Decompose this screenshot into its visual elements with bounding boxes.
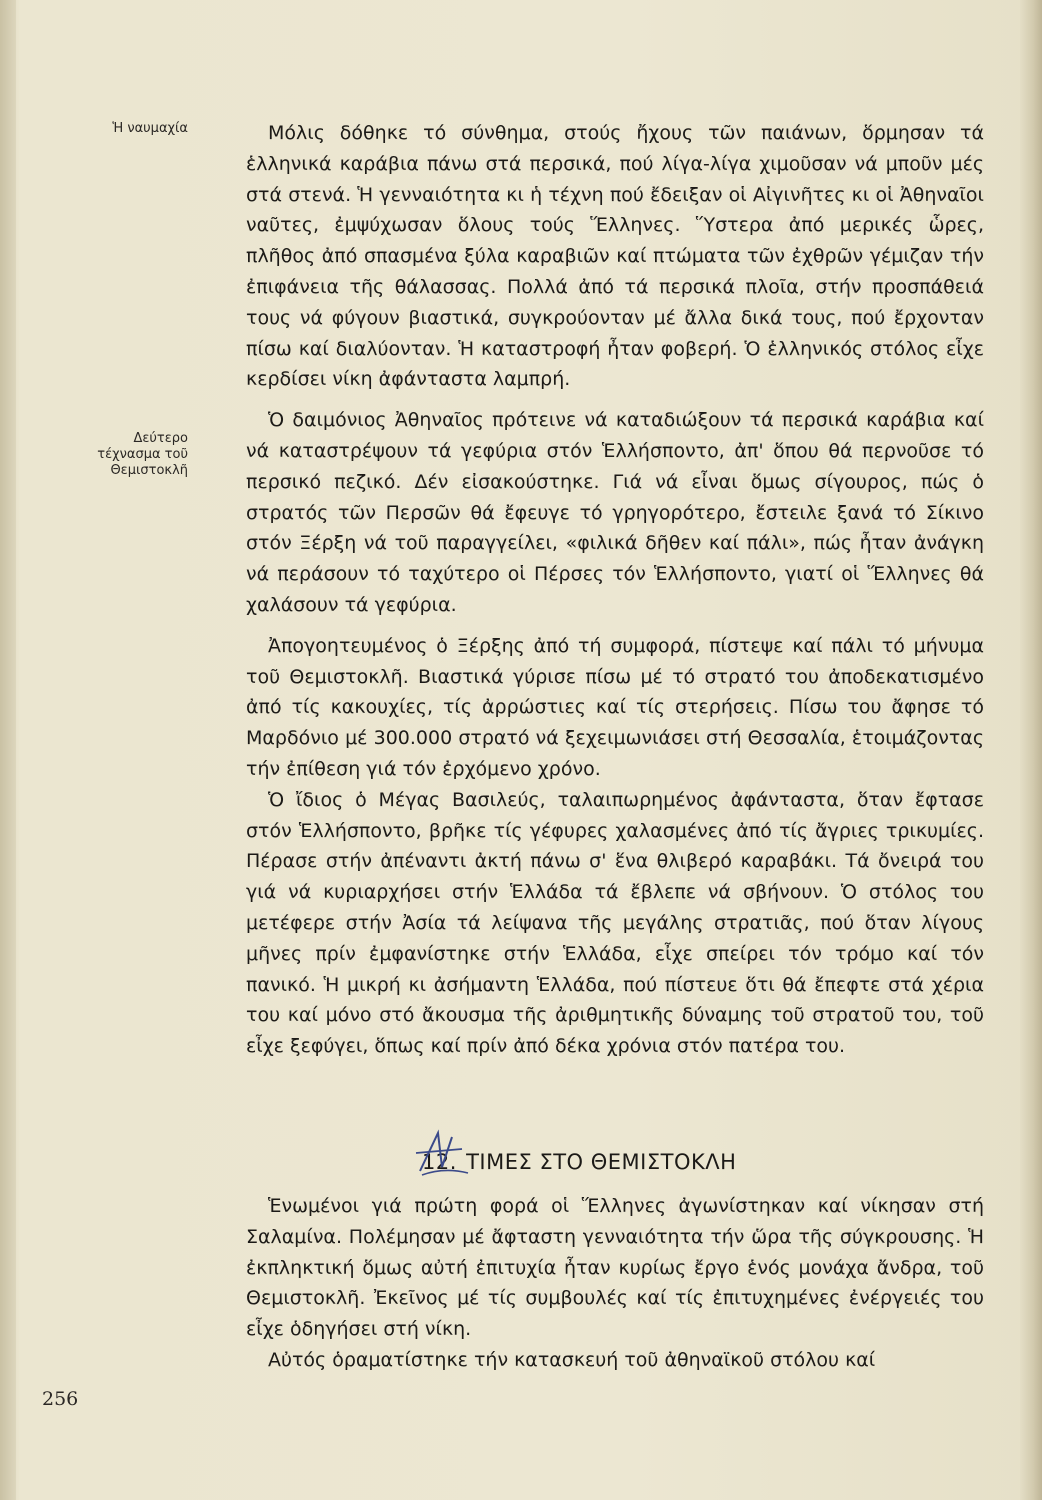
margin-note-naumachia-text: Ἡ ναυμαχία: [112, 121, 188, 136]
section-title-text: ΤΙΜΕΣ ΣΤΟ ΘΕΜΙΣΤΟΚΛΗ: [466, 1150, 737, 1174]
section-text: [246, 1191, 984, 1376]
paragraph-naumachia: Μόλις δόθηκε τό σύνθημα, στούς ἤχους τῶν παιάνων, ὅρμησαν τά ἑλληνικά καράβια πάνω στά περσικά, πού λίγα-λίγα χιμοῦσαν νά μποῦν μές στά στενά. Ἡ γενναιότητα κι ἡ τέχνη πού ἔδειξαν οἱ Αἰγινῆτες κι οἱ Ἀθηναῖοι ναῦτες, ἐμψύχωσαν ὅλους τούς Ἕλληνες. Ὕστερα ἀπό μερικές ὧρες, πλῆθος ἀπό σπασμένα ξύλα καραβιῶν καί πτώματα τῶν ἐχθρῶν γέμιζαν τήν ἐπιφάνεια τῆς θάλασσας. Πολλά ἀπό τά περσικά πλοῖα, στήν προσπάθειά τους νά φύγουν βιαστικά, συγκρούονταν μέ ἄλλα δικά τους, πού ἔρχονταν πίσω καί διαλύονταν. Ἡ καταστροφή ἦταν φοβερή. Ὁ ἑλληνικός στόλος εἶχε κερδίσει νίκη ἀφάνταστα λαμπρή.: [246, 122, 984, 391]
paragraph-deutero-technasma: Ὁ δαιμόνιος Ἀθηναῖος πρότεινε νά καταδιώξουν τά περσικά καράβια καί νά καταστρέψουν τά γεφύρια στόν Ἑλλήσποντο, ἀπ' ὅπου θά περνοῦσε τό περσικό πεζικό. Δέν εἰσακούστηκε. Γιά νά εἶναι ὅμως σίγουρος, πώς ὁ στρατός τῶν Περσῶν θά ἔφευγε τό γρηγορότερο, ἔστειλε ξανά τό Σίκινο στόν Ξέρξη νά τοῦ παραγγείλει, «φιλικά δῆθεν καί πάλι», πώς ἦταν ἀνάγκη νά περάσουν τό ταχύτερο οἱ Πέρσες τόν Ἑλλήσποντο, γιατί οἱ Ἕλληνες θά χαλάσουν τά γεφύρια.: [246, 409, 984, 616]
section-heading: [420, 1145, 920, 1179]
margin-note-deutero-line-3: Θεμιστοκλῆ: [110, 463, 188, 478]
section-number-text: 12.: [422, 1150, 457, 1174]
margin-note-deutero: [48, 431, 188, 479]
margin-note-deutero-line-2: τέχνασμα τοῦ: [97, 447, 188, 462]
page-edge-right: [1020, 0, 1042, 1500]
margin-note-deutero-line-1: Δεύτερο: [133, 431, 188, 446]
paragraph-xerxes-return: Ἀπογοητευμένος ὁ Ξέρξης ἀπό τή συμφορά, πίστεψε καί πάλι τό μήνυμα τοῦ Θεμιστοκλῆ. Βιαστικά γύρισε πίσω μέ τό στρατό του ἀποδεκατισμένο ἀπό τίς κακουχίες, τίς ἀρρώστιες καί τίς στερήσεις. Πίσω του ἄφησε τό Μαρδόνιο μέ 300.000 στρατό νά ξεχειμωνιάσει στή Θεσσαλία, ἑτοιμάζοντας τήν ἐπίθεση γιά τόν ἐρχόμενο χρόνο.: [246, 634, 984, 780]
page-gutter-left: [0, 0, 16, 1500]
page-number: 256: [42, 1388, 79, 1410]
margin-note-naumachia: [48, 121, 188, 137]
paragraph-autos: Αὐτός ὁραματίστηκε τήν κατασκευή τοῦ ἀθηναϊκοῦ στόλου καί: [268, 1348, 876, 1371]
main-text: [246, 118, 984, 1062]
paragraph-megas-vasileus: Ὁ ἴδιος ὁ Μέγας Βασιλεύς, ταλαιπωρημένος ἀφάνταστα, ὅταν ἔφτασε στόν Ἑλλήσποντο, βρῆκε τίς γέφυρες χαλασμένες ἀπό τίς ἄγριες τρικυμίες. Πέρασε στήν ἀπέναντι ἀκτή πάνω σ' ἕνα θλιβερό καραβάκι. Τά ὄνειρά του γιά νά κυριαρχήσει στήν Ἑλλάδα τά ἔβλεπε νά σβήνουν. Ὁ στόλος του μετέφερε στήν Ἀσία τά λείψανα τῆς μεγάλης στρατιᾶς, πού ὅταν λίγους μῆνες πρίν ἐμφανίστηκε στήν Ἑλλάδα, εἶχε σπείρει τόν τρόμο καί τόν πανικό. Ἡ μικρή κι ἀσήμαντη Ἑλλάδα, πού πίστευε ὅτι θά ἔπεφτε στά χέρια του καί μόνο στό ἄκουσμα τῆς ἀριθμητικῆς δύναμης τοῦ στρατοῦ του, τοῦ εἶχε ξεφύγει, ὅπως καί πρίν ἀπό δέκα χρόνια στόν πατέρα του.: [246, 788, 984, 1058]
paragraph-enomenoi: Ἑνωμένοι γιά πρώτη φορά οἱ Ἕλληνες ἀγωνίστηκαν καί νίκησαν στή Σαλαμίνα. Πολέμησαν μέ ἄφταστη γενναιότητα τήν ὥρα τῆς σύγκρουσης. Ἡ ἐκπληκτική ὅμως αὐτή ἐπιτυχία ἦταν κυρίως ἔργο ἑνός μονάχα ἄνδρα, τοῦ Θεμιστοκλῆ. Ἐκεῖνος μέ τίς συμβουλές καί τίς ἐπιτυχημένες ἐνέργειές του εἶχε ὁδηγήσει στή νίκη.: [246, 1195, 984, 1341]
section-number: [420, 1145, 459, 1179]
